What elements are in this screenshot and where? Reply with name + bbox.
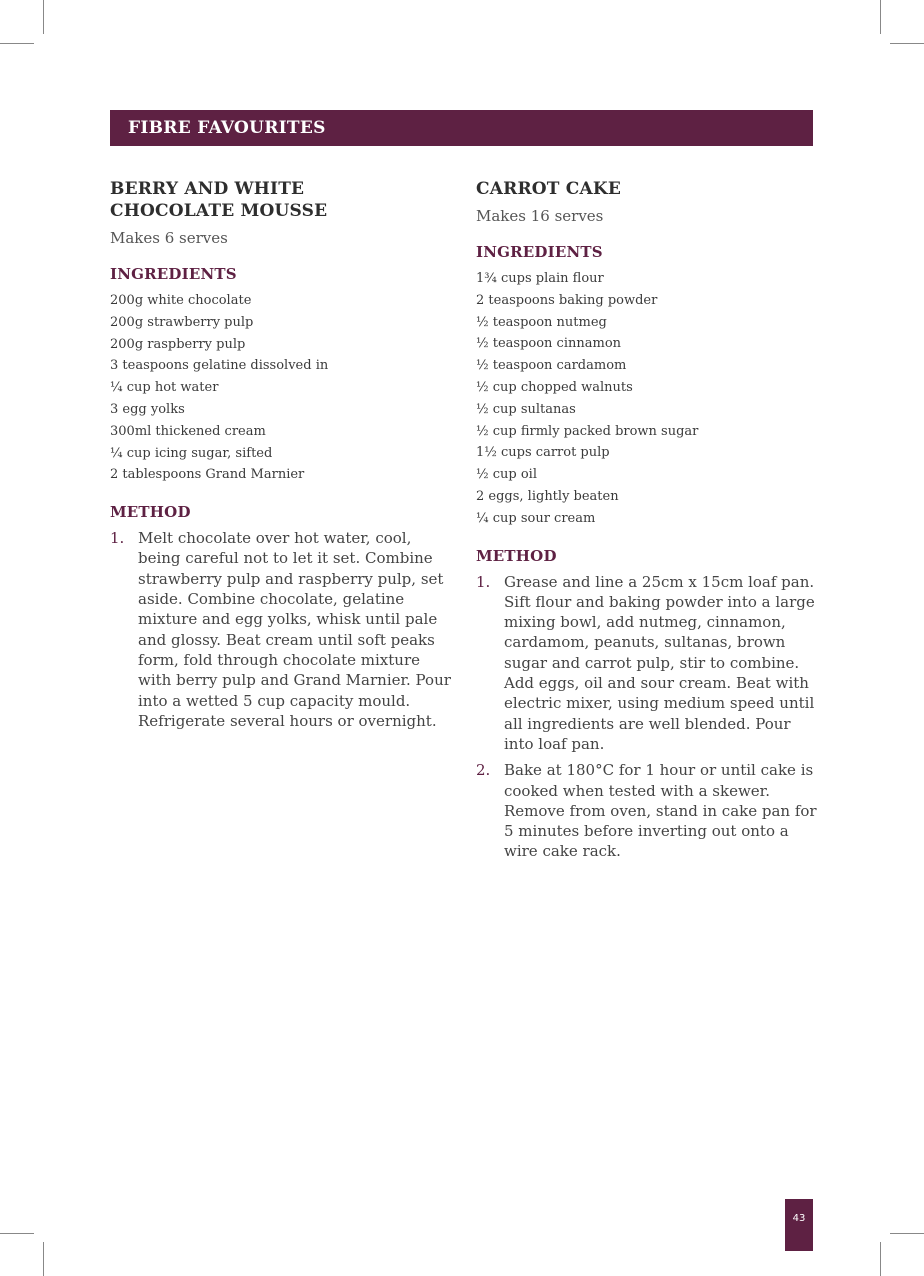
ingredient-item: 1¾ cups plain flour: [476, 271, 604, 286]
ingredient-item: ¼ cup hot water: [110, 380, 219, 396]
ingredients-list: [110, 290, 455, 486]
ingredient-item: 300ml thickened cream: [110, 423, 266, 439]
method-step: [476, 760, 821, 861]
recipe-title: BERRY AND WHITE CHOCOLATE MOUSSE: [110, 179, 328, 221]
crop-mark: [890, 1233, 924, 1234]
ingredient-item: 200g strawberry pulp: [110, 314, 254, 330]
step-text: Bake at 180°C for 1 hour or until cake is cooked when tested with a skewer. Remove from oven, stand in cake pan for 5 minutes before inverting out onto a wire cake rack.: [504, 761, 817, 861]
ingredient-item: ½ cup chopped walnuts: [476, 379, 633, 395]
crop-mark: [0, 43, 34, 44]
crop-mark: [880, 0, 881, 34]
ingredient-item: 2 tablespoons Grand Marnier: [110, 467, 305, 483]
ingredient-item: 1½ cups carrot pulp: [476, 445, 610, 461]
method-step: [476, 572, 821, 755]
step-number: 1.: [110, 529, 125, 548]
ingredient-item: ½ teaspoon cinnamon: [476, 336, 622, 352]
step-number: 1.: [476, 572, 491, 591]
ingredient-item: 3 egg yolks: [110, 401, 185, 417]
ingredient-item: 3 teaspoons gelatine dissolved in: [110, 358, 329, 374]
ingredient-item: 200g white chocolate: [110, 293, 252, 308]
ingredient-item: ¼ cup icing sugar, sifted: [110, 445, 273, 461]
method-heading: METHOD: [476, 546, 557, 565]
crop-mark: [890, 43, 924, 44]
method-list: [476, 572, 821, 862]
step-text: Melt chocolate over hot water, cool, being careful not to let it set. Combine strawberry pulp and raspberry pulp, set aside. Combine chocolate, gelatine mixture and egg yolks, whisk until pale and glossy. Beat cream until soft peaks form, fold through chocolate mixture with berry pulp and Grand Marnier. Pour into a wetted 5 cup capacity mould. Refrigerate several hours or overnight.: [138, 529, 451, 730]
step-text: Grease and line a 25cm x 15cm loaf pan. Sift flour and baking powder into a large mixing bowl, add nutmeg, cinnamon, cardamom, peanuts, sultanas, brown sugar and carrot pulp, stir to combine. Add eggs, oil and sour cream. Beat with electric mixer, using medium speed until all ingredients are well blended. Pour into loaf pan.: [504, 572, 815, 753]
ingredient-item: ½ teaspoon cardamom: [476, 358, 627, 374]
ingredients-heading: INGREDIENTS: [110, 265, 237, 283]
section-banner: FIBRE FAVOURITES: [110, 110, 813, 146]
ingredients-heading: INGREDIENTS: [476, 243, 603, 261]
ingredient-item: 200g raspberry pulp: [110, 336, 246, 352]
ingredient-item: 2 teaspoons baking powder: [476, 292, 658, 308]
ingredients-list: [476, 268, 821, 530]
method-step: [110, 528, 455, 731]
recipe-berry-mousse: [110, 178, 455, 737]
crop-mark: [43, 0, 44, 34]
ingredient-item: ½ teaspoon nutmeg: [476, 314, 607, 330]
recipe-carrot-cake: [476, 178, 821, 868]
page-number: 43: [785, 1199, 813, 1251]
recipe-serves: Makes 6 serves: [110, 229, 228, 247]
ingredient-item: 2 eggs, lightly beaten: [476, 488, 619, 504]
recipe-serves: Makes 16 serves: [476, 207, 604, 225]
ingredient-item: ½ cup sultanas: [476, 401, 576, 417]
recipe-title: CARROT CAKE: [476, 179, 622, 199]
step-number: 2.: [476, 761, 491, 780]
crop-mark: [0, 1233, 34, 1234]
ingredient-item: ¼ cup sour cream: [476, 510, 596, 526]
ingredient-item: ½ cup oil: [476, 467, 537, 483]
method-list: [110, 528, 455, 731]
ingredient-item: ½ cup firmly packed brown sugar: [476, 423, 699, 439]
method-heading: METHOD: [110, 503, 191, 522]
crop-mark: [880, 1242, 881, 1276]
crop-mark: [43, 1242, 44, 1276]
